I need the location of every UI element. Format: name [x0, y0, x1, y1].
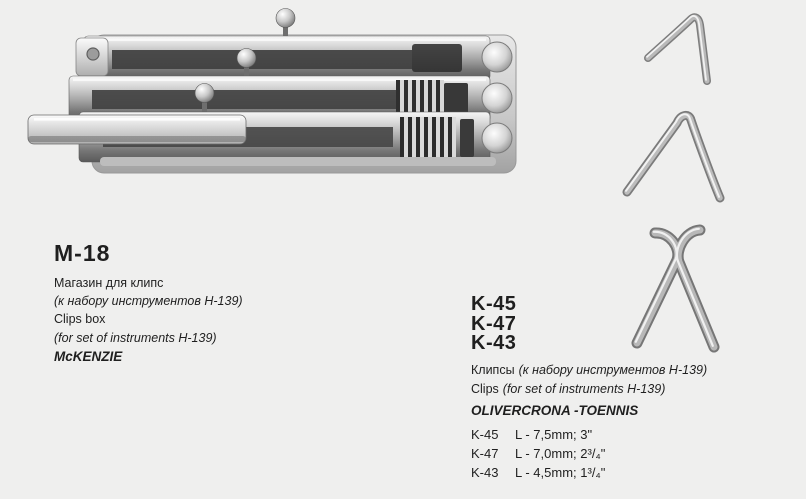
product-note-ru: (к набору инструментов Н-139) — [54, 294, 243, 309]
product-note-en: (for set of instruments H-139) — [54, 330, 217, 345]
product-line-en — [471, 380, 707, 400]
product-m18-info — [54, 240, 243, 366]
product-name-en: Clips — [471, 382, 499, 396]
size-row — [471, 444, 707, 463]
clip-small-photo — [630, 8, 730, 93]
size-row — [471, 463, 707, 482]
clip-medium-photo — [615, 105, 730, 205]
size-dimension: L - 7,5mm; 3" — [515, 427, 593, 442]
product-name-ru: Магазин для клипс — [54, 276, 164, 290]
product-code-k43: K-43 — [471, 332, 517, 354]
product-code-m18: M-18 — [54, 240, 111, 266]
product-code-k45: K-45 — [471, 293, 517, 315]
size-table — [471, 425, 707, 482]
size-row — [471, 425, 707, 444]
product-brand: OLIVERCRONA -TOENNIS — [471, 402, 639, 418]
product-code-list — [471, 295, 707, 354]
product-code-k47: K-47 — [471, 312, 517, 335]
clips-box-photo — [8, 5, 523, 195]
product-name-en: Clips box — [54, 312, 106, 327]
product-name-ru: Клипсы — [471, 362, 515, 377]
size-dimension: L - 4,5mm; 1³/₄" — [515, 465, 606, 480]
product-note-ru: (к набору инструментов Н-139) — [518, 362, 708, 377]
product-brand: McKENZIE — [54, 348, 123, 364]
size-code: K-47 — [471, 446, 499, 461]
size-code: K-43 — [471, 465, 499, 480]
size-code: K-45 — [471, 427, 499, 442]
product-note-en: (for set of instruments H-139) — [502, 382, 666, 396]
size-dimension: L - 7,0mm; 2³/₄" — [515, 446, 606, 461]
product-line-ru — [471, 361, 707, 381]
product-k-info — [471, 295, 707, 482]
